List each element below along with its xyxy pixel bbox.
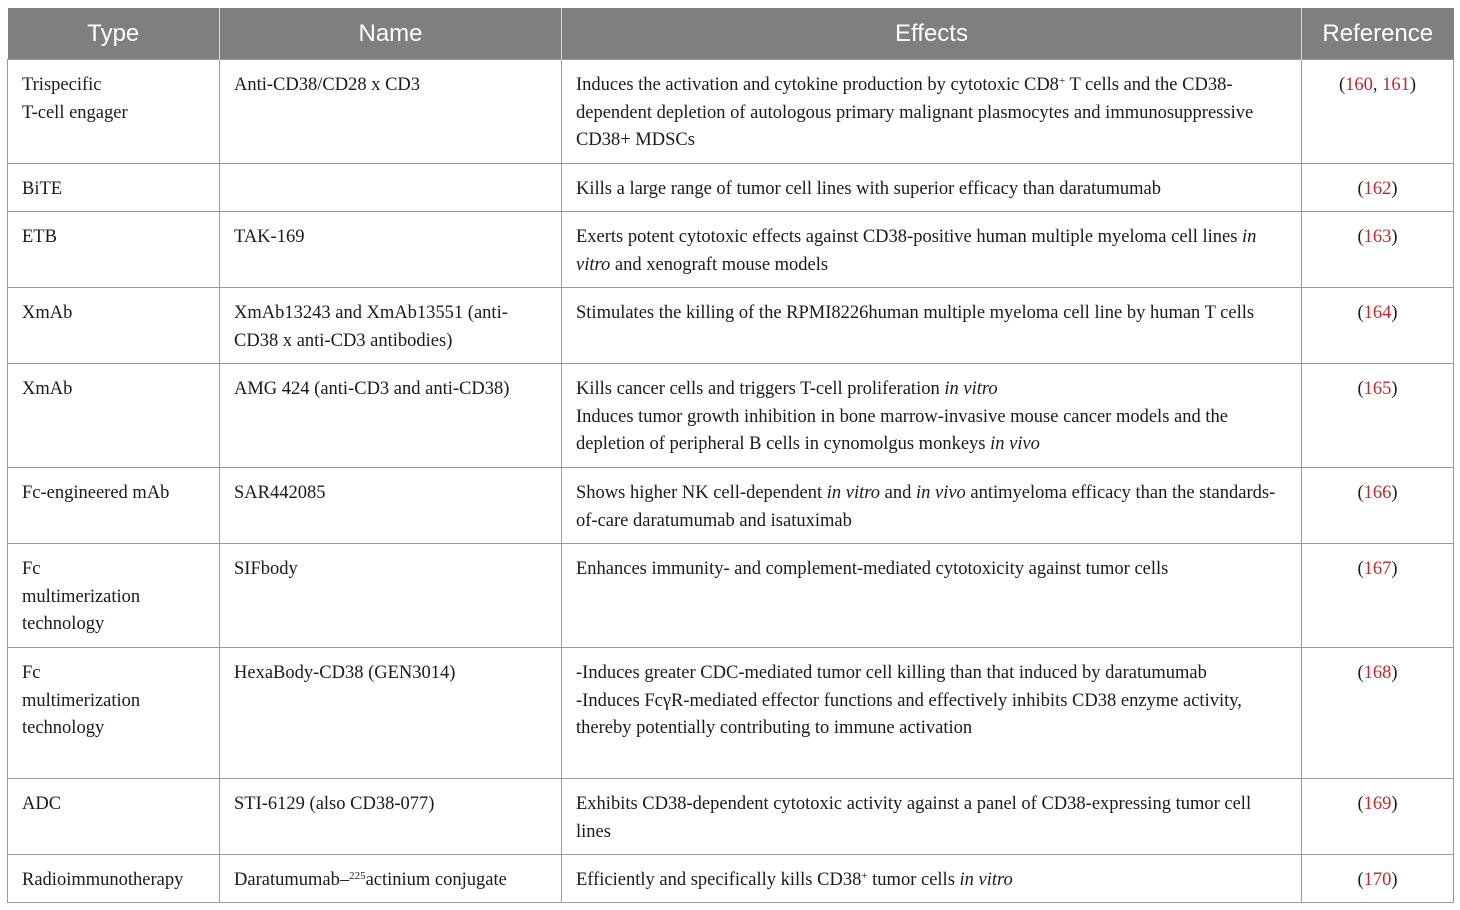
name-cell: AMG 424 (anti-CD3 and anti-CD38) [220, 364, 562, 468]
reference-link[interactable]: 163 [1363, 227, 1392, 247]
reference-link[interactable]: 168 [1363, 663, 1392, 683]
effects-cell: Stimulates the killing of the RPMI8226human multiple myeloma cell line by human T cells [562, 288, 1302, 364]
reference-link[interactable]: 162 [1363, 179, 1392, 199]
reference-cell: (165) [1302, 364, 1454, 468]
effects-cell: Enhances immunity- and complement-mediated cytotoxicity against tumor cells [562, 544, 1302, 648]
type-text: T-cell engager [22, 102, 128, 123]
reference-cell: (167) [1302, 544, 1454, 648]
name-cell: Daratumumab–$^{225}$actinium conjugate [220, 855, 562, 903]
effects-cell: Induces the activation and cytokine production by cytotoxic CD8+ T cells and the CD38-dependent depletion of autologous primary malignant plasmocytes and immunosuppressive CD38+ MDSCs [562, 60, 1302, 164]
type-text: Trispecific [22, 75, 102, 95]
reference-link[interactable]: 164 [1363, 303, 1392, 323]
header-type: Type [8, 8, 220, 60]
reference-cell: (163) [1302, 212, 1454, 288]
reference-link[interactable]: 161 [1382, 75, 1410, 95]
table-row [8, 288, 1454, 364]
table-body [8, 60, 1454, 903]
reference-cell: (166) [1302, 468, 1454, 544]
table-row [8, 544, 1454, 648]
effects-cell: Efficiently and specifically kills CD38+ tumor cells in vitro [562, 855, 1302, 903]
reference-link[interactable]: 166 [1363, 483, 1392, 503]
antibody-table-container [7, 8, 1453, 903]
header-name: Name [220, 8, 562, 60]
table-row [8, 364, 1454, 468]
name-cell [220, 164, 562, 212]
effects-cell: Exhibits CD38-dependent cytotoxic activity against a panel of CD38-expressing tumor cell lines [562, 779, 1302, 855]
table-row [8, 60, 1454, 164]
type-cell: ETB [8, 212, 220, 288]
cd38-therapeutics-table [7, 8, 1454, 903]
reference-link[interactable]: 165 [1363, 379, 1392, 399]
table-row [8, 468, 1454, 544]
name-cell: SIFbody [220, 544, 562, 648]
table-row [8, 212, 1454, 288]
table-row [8, 164, 1454, 212]
type-cell: XmAb [8, 364, 220, 468]
reference-cell: (168) [1302, 648, 1454, 779]
type-cell: BiTE [8, 164, 220, 212]
type-cell: Radioimmunotherapy [8, 855, 220, 903]
reference-link[interactable]: 160 [1345, 75, 1373, 95]
header-effects: Effects [562, 8, 1302, 60]
name-cell: XmAb13243 and XmAb13551 (anti- CD38 x anti-CD3 antibodies) [220, 288, 562, 364]
effects-cell: Exerts potent cytotoxic effects against CD38-positive human multiple myeloma cell lines in vitro and xenograft mouse models [562, 212, 1302, 288]
name-cell: HexaBody-CD38 (GEN3014) [220, 648, 562, 779]
name-cell: STI-6129 (also CD38-077) [220, 779, 562, 855]
effects-cell: Shows higher NK cell-dependent in vitro and in vivo antimyeloma efficacy than the standards-of-care daratumumab and isatuximab [562, 468, 1302, 544]
table-row [8, 855, 1454, 903]
name-cell: Anti-CD38/CD28 x CD3 [220, 60, 562, 164]
header-row [8, 8, 1454, 60]
name-cell: SAR442085 [220, 468, 562, 544]
reference-cell: (162) [1302, 164, 1454, 212]
name-cell: TAK-169 [220, 212, 562, 288]
reference-cell: (160, 161) [1302, 60, 1454, 164]
reference-cell: (164) [1302, 288, 1454, 364]
reference-cell: (170) [1302, 855, 1454, 903]
table-row [8, 779, 1454, 855]
table-header [8, 8, 1454, 60]
type-cell: ADC [8, 779, 220, 855]
type-cell [8, 60, 220, 164]
header-reference: Reference [1302, 8, 1454, 60]
reference-link[interactable]: 169 [1363, 794, 1392, 814]
type-cell: Fc multimerization technology [8, 648, 220, 779]
reference-cell: (169) [1302, 779, 1454, 855]
type-cell: XmAb [8, 288, 220, 364]
reference-link[interactable]: 167 [1363, 559, 1392, 579]
effects-cell: Kills cancer cells and triggers T-cell proliferation in vitro Induces tumor growth inhibition in bone marrow-invasive mouse cancer models and the depletion of peripheral B cells in cynomolgus monkeys in vivo [562, 364, 1302, 468]
type-cell: Fc multimerization technology [8, 544, 220, 648]
effects-cell: -Induces greater CDC-mediated tumor cell killing than that induced by daratumumab -Induces FcγR-mediated effector functions and effectively inhibits CD38 enzyme activity, thereby potentially contributing to immune activation [562, 648, 1302, 779]
reference-link[interactable]: 170 [1363, 870, 1392, 890]
table-row [8, 648, 1454, 779]
type-cell: Fc-engineered mAb [8, 468, 220, 544]
effects-cell: Kills a large range of tumor cell lines with superior efficacy than daratumumab [562, 164, 1302, 212]
